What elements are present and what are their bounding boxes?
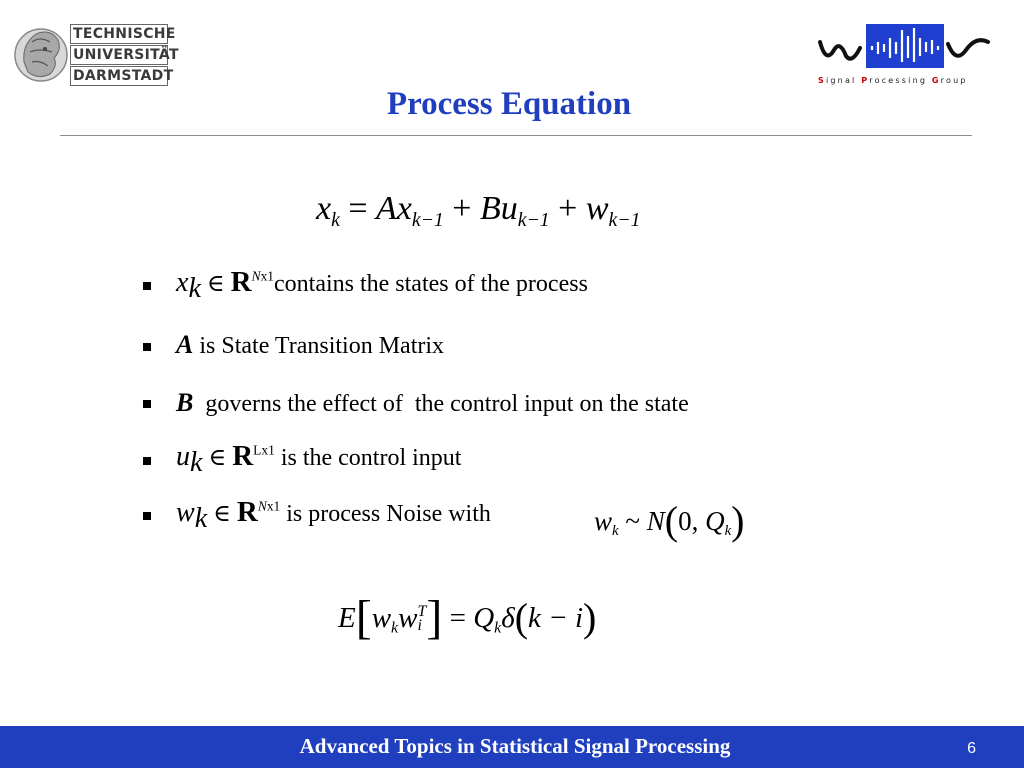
- tu-logo-line: DARMSTADT: [70, 66, 168, 86]
- bullet-marker: [143, 282, 151, 290]
- eq-paren: ): [583, 595, 597, 640]
- tu-logo-line: UNIVERSITÄT: [70, 45, 168, 65]
- eq-subscript: k: [494, 619, 502, 637]
- eq-operator: =: [442, 602, 474, 634]
- bullet-marker: [143, 457, 151, 465]
- eq-operator: +: [443, 190, 480, 227]
- eq-subscript: i: [417, 617, 422, 635]
- bullet-text: governs the effect of the control input on the state: [193, 391, 689, 417]
- eq-subscript: k: [724, 523, 732, 540]
- eq-term: 0,: [678, 506, 706, 536]
- dimension-label: N: [251, 268, 261, 284]
- process-equation: [316, 190, 640, 232]
- bullet-state-transition: [176, 330, 444, 360]
- bullet-marker: [143, 512, 151, 520]
- eq-bracket: [: [355, 591, 372, 644]
- bullet-variable: x: [176, 267, 189, 298]
- logo-letter: S: [818, 76, 826, 85]
- bullet-subscript: k: [188, 272, 201, 304]
- eq-term: x: [316, 190, 332, 227]
- eq-term: N: [646, 506, 665, 536]
- eq-paren: ): [731, 498, 745, 543]
- eq-subscript: k: [331, 208, 340, 231]
- dimension-label: N: [257, 498, 267, 514]
- bullet-state-vector: [176, 266, 588, 305]
- eq-bracket: ]: [426, 591, 443, 644]
- logo-letter: P: [861, 76, 870, 85]
- slide-title: Process Equation: [386, 86, 632, 122]
- bullet-control-input: [176, 440, 461, 479]
- eq-subscript: k−1: [608, 208, 641, 231]
- logo-word: rocessing: [869, 76, 932, 85]
- bullet-control-matrix: [176, 388, 689, 418]
- noise-distribution-equation: [594, 497, 744, 544]
- bullet-text: is the control input: [274, 445, 462, 471]
- real-set-symbol: R: [232, 440, 254, 472]
- eq-term: Ax: [376, 190, 412, 227]
- real-set-symbol: R: [230, 266, 252, 298]
- bullet-text: is process Noise with: [280, 501, 491, 527]
- eq-term: E: [338, 602, 356, 634]
- athena-head-icon: [14, 22, 70, 88]
- bullet-variable: w: [176, 497, 195, 528]
- real-set-symbol: R: [236, 496, 258, 528]
- bullet-subscript: k: [194, 502, 208, 534]
- bullet-variable: u: [176, 441, 190, 472]
- eq-term: w: [594, 506, 613, 536]
- eq-operator: ~: [618, 506, 647, 536]
- dimension-label: x1: [266, 498, 281, 514]
- tu-logo-text: [70, 24, 179, 87]
- dimension-label: Lx1: [253, 442, 275, 458]
- eq-paren: (: [664, 498, 679, 543]
- eq-term: w: [371, 602, 392, 634]
- tu-darmstadt-logo: [14, 22, 184, 88]
- eq-paren: (: [514, 595, 529, 640]
- waveform-icon: [816, 20, 992, 74]
- eq-term: w: [398, 602, 418, 634]
- bullet-marker: [143, 400, 151, 408]
- eq-superscript: T: [417, 602, 427, 620]
- eq-term: δ: [501, 602, 515, 634]
- bullet-marker: [143, 343, 151, 351]
- spg-logo-caption: [818, 76, 994, 85]
- bullet-variable: B: [176, 388, 194, 417]
- logo-word: ignal: [825, 76, 862, 85]
- bullet-process-noise: [176, 496, 491, 535]
- slide-footer: [0, 726, 1024, 768]
- eq-term: Q: [705, 506, 725, 536]
- logo-letter: G: [931, 76, 941, 85]
- tu-logo-line: TECHNISCHE: [70, 24, 168, 44]
- eq-operator: +: [549, 190, 586, 227]
- eq-subscript: k−1: [517, 208, 550, 231]
- noise-covariance-equation: [338, 590, 596, 645]
- bullet-subscript: k: [190, 446, 203, 478]
- eq-subscript: k: [391, 619, 399, 637]
- dimension-label: x1: [260, 268, 274, 284]
- bullet-text: contains the states of the process: [274, 271, 588, 297]
- footer-course-title: Advanced Topics in Statistical Signal Processing: [299, 734, 731, 758]
- eq-subscript: k−1: [411, 208, 444, 231]
- eq-term: k − i: [528, 602, 584, 634]
- eq-term: Bu: [479, 190, 518, 227]
- title-divider: [60, 135, 972, 136]
- eq-term: Q: [473, 602, 495, 634]
- element-of-symbol: ∈: [200, 271, 231, 297]
- element-of-symbol: ∈: [202, 445, 233, 471]
- signal-processing-group-logo: [816, 20, 992, 92]
- logo-word: roup: [940, 76, 968, 85]
- page-number: 6: [967, 740, 976, 757]
- bullet-variable: A: [176, 330, 194, 359]
- bullet-text: is State Transition Matrix: [193, 333, 445, 359]
- element-of-symbol: ∈: [207, 501, 237, 527]
- eq-operator: =: [339, 190, 377, 227]
- eq-term: w: [585, 190, 609, 227]
- eq-subscript: k: [612, 523, 619, 540]
